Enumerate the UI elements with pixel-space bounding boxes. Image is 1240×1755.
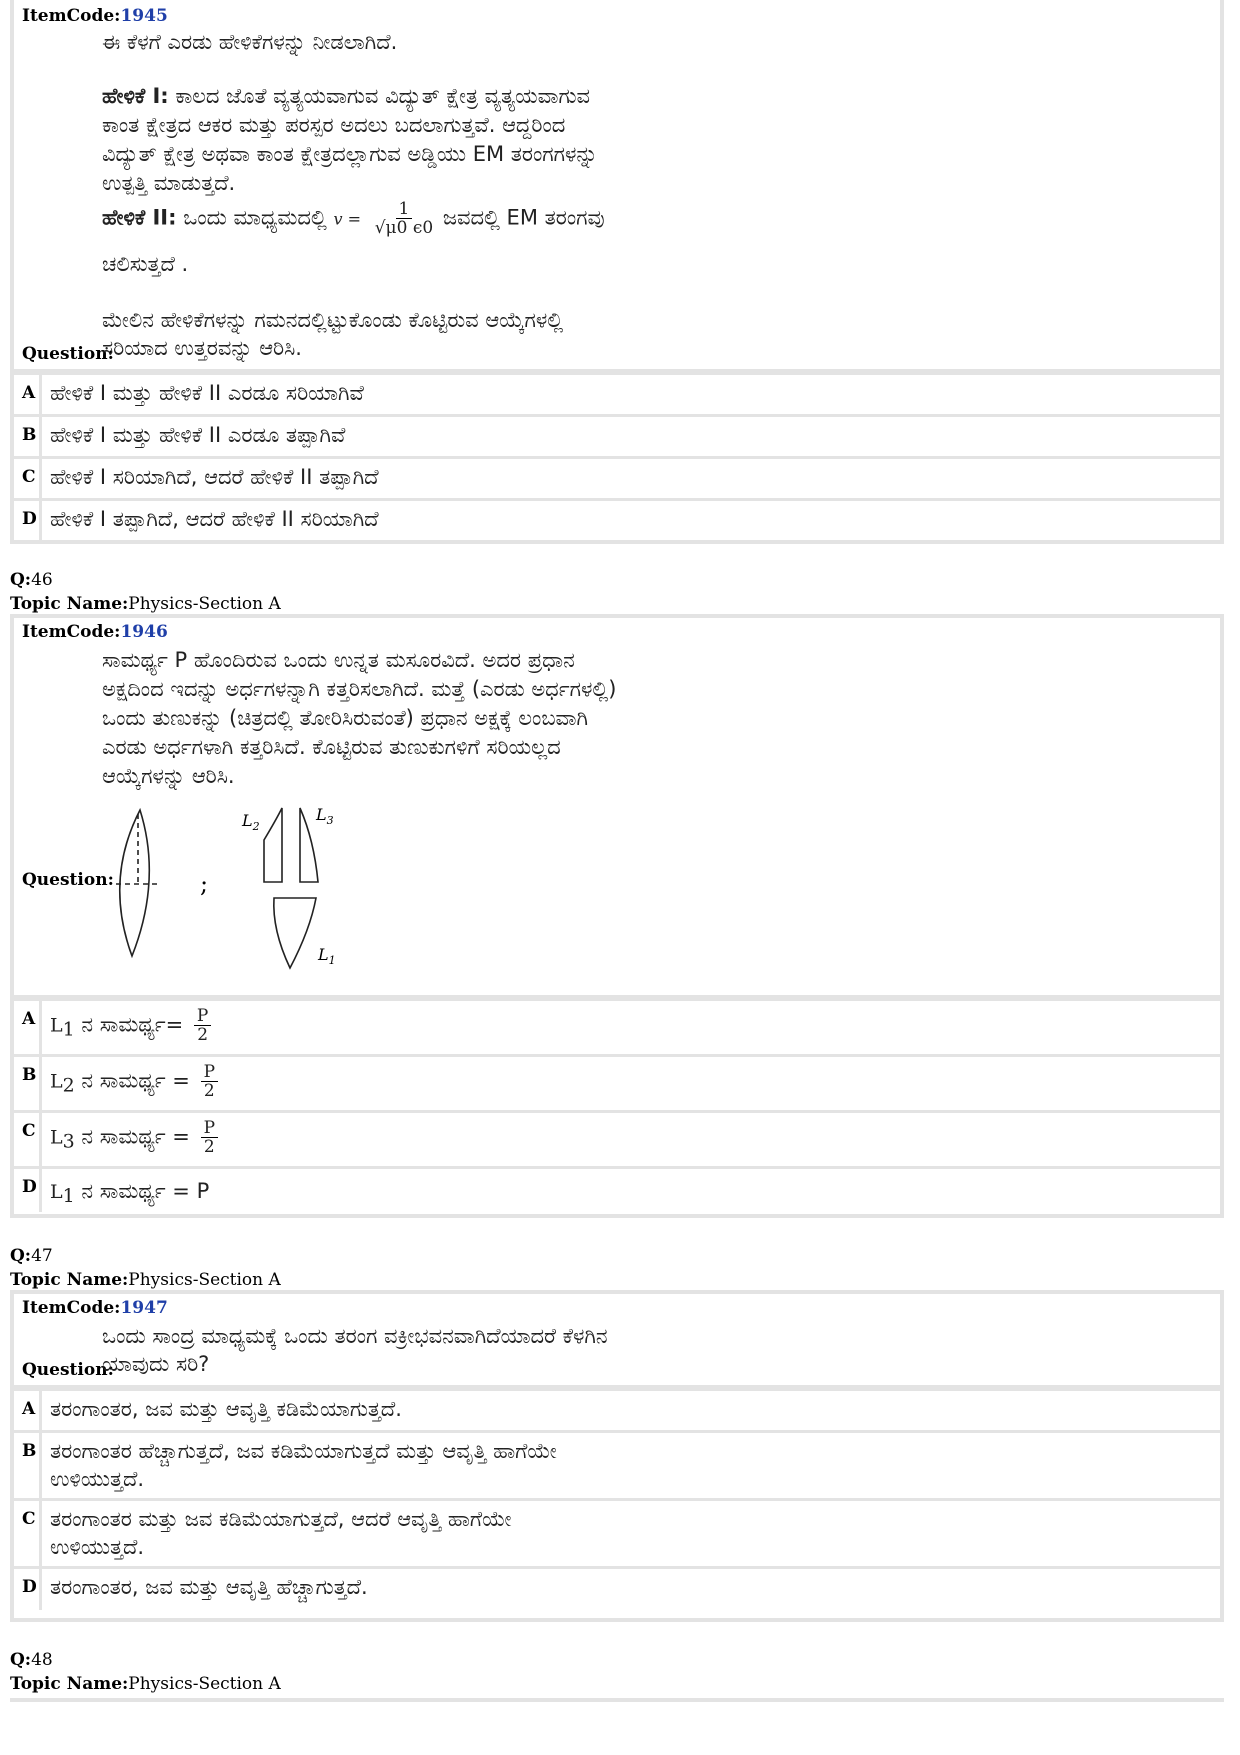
item-code-value: 1946 [120,622,168,642]
question-line: ಒಂದು ಸಾಂದ್ರ ಮಾಧ್ಯಮಕ್ಕೆ ಒಂದು ತರಂಗ ವಕ್ರೀಭವನವಾಗಿದೆಯಾದರೆ ಕೆಳಗಿನ [102,1324,608,1348]
question-intro: ಈ ಕೆಳಗೆ ಎರಡು ಹೇಳಿಕೆಗಳನ್ನು ನೀಡಲಾಗಿದೆ. [102,30,398,54]
question-label: Question: [22,870,114,890]
item-code: ItemCode:1945 [22,6,168,26]
item-code-value: 1945 [120,6,168,26]
option-text: ತರಂಗಾಂತರ ಹೆಚ್ಚಾಗುತ್ತದೆ, ಜವ ಕಡಿಮೆಯಾಗುತ್ತದೆ ಮತ್ತು ಆವೃತ್ತಿ ಹಾಗೆಯೇ ಉಳಿಯುತ್ತದೆ. [50,1439,557,1491]
option-text: ಹೇಳಿಕೆ I ತಪ್ಪಾಗಿದೆ, ಆದರೆ ಹೇಳಿಕೆ II ಸರಿಯಾಗಿದೆ [50,507,379,531]
question-line: ಅಕ್ಷದಿಂದ ಇದನ್ನು ಅರ್ಧಗಳನ್ನಾಗಿ ಕತ್ತರಿಸಲಾಗಿದೆ. ಮತ್ತೆ (ಎರಡು ಅರ್ಧಗಳಲ್ಲಿ) [102,677,617,701]
option-text: ಹೇಳಿಕೆ I ಮತ್ತು ಹೇಳಿಕೆ II ಎರಡೂ ತಪ್ಪಾಗಿವೆ [50,423,346,447]
option-b[interactable] [14,414,1220,456]
velocity-formula: $\frac{1}{√\mu 0 \epsilon 0}$ [374,199,434,238]
option-a[interactable] [14,998,1220,1054]
semicolon: ; [200,870,209,898]
question-line: ಯಾವುದು ಸರಿ? [102,1352,210,1376]
fraction: $\frac{P}{2}$ [201,1119,218,1156]
option-b[interactable] [14,1054,1220,1110]
option-text: ಹೇಳಿಕೆ I ಸರಿಯಾಗಿದೆ, ಆದರೆ ಹೇಳಿಕೆ II ತಪ್ಪಾಗಿದೆ [50,465,379,489]
topic-name: Topic Name:Physics-Section A [10,1270,281,1290]
option-d[interactable] [14,1166,1220,1212]
item-code-value: 1947 [120,1298,168,1318]
option-a[interactable] [14,1388,1220,1430]
question-line: ಆಯ್ಕೆಗಳನ್ನು ಆರಿಸಿ. [102,764,235,788]
option-c[interactable] [14,456,1220,498]
fraction: $\frac{P}{2}$ [194,1007,211,1044]
option-text: ತರಂಗಾಂತರ, ಜವ ಮತ್ತು ಆವೃತ್ತಿ ಹೆಚ್ಚಾಗುತ್ತದೆ. [50,1575,368,1599]
option-letter: D [14,1169,42,1212]
option-letter: A [14,1001,42,1054]
lens-figure [104,800,404,1000]
option-letter: A [14,375,42,414]
question-line: ಸಾಮರ್ಥ್ಯ P ಹೊಂದಿರುವ ಒಂದು ಉನ್ನತ ಮಸೂರವಿದೆ. ಅದರ ಪ್ರಧಾನ [102,648,575,672]
statement-1-label: ಹೇಳಿಕೆ I: [102,84,169,108]
option-letter: D [14,501,42,540]
question-number: Q:48 [10,1650,53,1670]
item-code: ItemCode:1946 [22,622,168,642]
convex-lens-outline [120,810,150,956]
label-l1: $L_1$ [318,945,336,967]
option-text: ತರಂಗಾಂತರ ಮತ್ತು ಜವ ಕಡಿಮೆಯಾಗುತ್ತದೆ, ಆದರೆ ಆವೃತ್ತಿ ಹಾಗೆಯೇ ಉಳಿಯುತ್ತದೆ. [50,1507,512,1559]
question-number: Q:47 [10,1246,53,1266]
statement-1 [102,82,590,110]
question-number: Q:46 [10,570,53,590]
option-text: ಹೇಳಿಕೆ I ಮತ್ತು ಹೇಳಿಕೆ II ಎರಡೂ ಸರಿಯಾಗಿವೆ [50,381,364,405]
question-card-45 [10,0,1224,544]
statement-1-line: ಉತ್ಪತ್ತಿ ಮಾಡುತ್ತದೆ. [102,171,236,195]
question-label: Question: [22,1360,114,1380]
statement-1-line: ಕಾಂತ ಕ್ಷೇತ್ರದ ಆಕರ ಮತ್ತು ಪರಸ್ಪರ ಅದಲು ಬದಲಾಗುತ್ತವೆ. ಆದ್ದರಿಂದ [102,113,566,137]
topic-name: Topic Name:Physics-Section A [10,594,281,614]
option-b[interactable] [14,1430,1220,1498]
option-letter: D [14,1569,42,1610]
option-letter: B [14,1057,42,1110]
question-box [14,618,1220,998]
statement-2-line: ಚಲಿಸುತ್ತದೆ . [102,252,189,276]
item-code: ItemCode:1947 [22,1298,168,1318]
option-letter: A [14,1391,42,1430]
option-a[interactable] [14,372,1220,414]
question-ask: ಮೇಲಿನ ಹೇಳಿಕೆಗಳನ್ನು ಗಮನದಲ್ಲಿಟ್ಟುಕೊಂಡು ಕೊಟ್ಟಿರುವ ಆಯ್ಕೆಗಳಲ್ಲಿ [102,308,564,332]
topic-name: Topic Name:Physics-Section A [10,1674,281,1694]
option-text: L1 ನ ಸಾಮರ್ಥ್ಯ= $\frac{P}{2}$ [42,1001,1220,1054]
option-letter: B [14,1433,42,1498]
question-card-46 [10,614,1224,1218]
option-letter: C [14,459,42,498]
velocity-symbol: v = [333,209,362,229]
piece-l2 [264,808,282,882]
option-c[interactable] [14,1498,1220,1566]
option-text: ತರಂಗಾಂತರ, ಜವ ಮತ್ತು ಆವೃತ್ತಿ ಕಡಿಮೆಯಾಗುತ್ತದೆ. [50,1397,402,1421]
option-text: L1 ನ ಸಾಮರ್ಥ್ಯ = P [50,1179,210,1207]
question-label: Question: [22,344,114,364]
statement-1-line: ಕಾಲದ ಜೊತೆ ವ್ಯತ್ಯಯವಾಗುವ ವಿದ್ಯುತ್ ಕ್ಷೇತ್ರ ವ್ಯತ್ಯಯವಾಗುವ [175,84,590,108]
question-card-47 [10,1290,1224,1622]
question-box [14,1294,1220,1388]
question-line: ಒಂದು ತುಣುಕನ್ನು (ಚಿತ್ರದಲ್ಲಿ ತೋರಿಸಿರುವಂತೆ) ಪ್ರಧಾನ ಅಕ್ಷಕ್ಕೆ ಲಂಬವಾಗಿ [102,706,588,730]
option-text: L2 ನ ಸಾಮರ್ಥ್ಯ = $\frac{P}{2}$ [42,1057,1220,1110]
piece-l1 [274,898,316,968]
option-letter: B [14,417,42,456]
question-box [14,0,1220,372]
option-text: L3 ನ ಸಾಮರ್ಥ್ಯ = $\frac{P}{2}$ [42,1113,1220,1166]
option-letter: C [14,1501,42,1566]
statement-2-label: ಹೇಳಿಕೆ II: [102,205,177,230]
statement-1-line: ವಿದ್ಯುತ್ ಕ್ಷೇತ್ರ ಅಥವಾ ಕಾಂತ ಕ್ಷೇತ್ರದಲ್ಲಾಗುವ ಅಡ್ಡಿಯು EM ತರಂಗಗಳನ್ನು [102,142,598,166]
fraction: $\frac{P}{2}$ [201,1063,218,1100]
option-letter: C [14,1113,42,1166]
card-top-border [10,1698,1224,1702]
option-c[interactable] [14,1110,1220,1166]
option-d[interactable] [14,498,1220,540]
question-line: ಎರಡು ಅರ್ಧಗಳಾಗಿ ಕತ್ತರಿಸಿದೆ. ಕೊಟ್ಟಿರುವ ತುಣುಕುಗಳಿಗೆ ಸರಿಯಲ್ಲದ [102,735,561,759]
label-l3: $L_3$ [316,805,334,827]
statement-2: ಹೇಳಿಕೆ II: ಒಂದು ಮಾಧ್ಯಮದಲ್ಲಿ v = $\frac{1}{√\mu 0 \epsilon 0}$ ಜವದಲ್ಲಿ EM ತರಂಗವು [102,199,605,238]
question-ask: ಸರಿಯಾದ ಉತ್ತರವನ್ನು ಆರಿಸಿ. [102,336,302,360]
option-d[interactable] [14,1566,1220,1610]
label-l2: $L_2$ [242,811,260,833]
